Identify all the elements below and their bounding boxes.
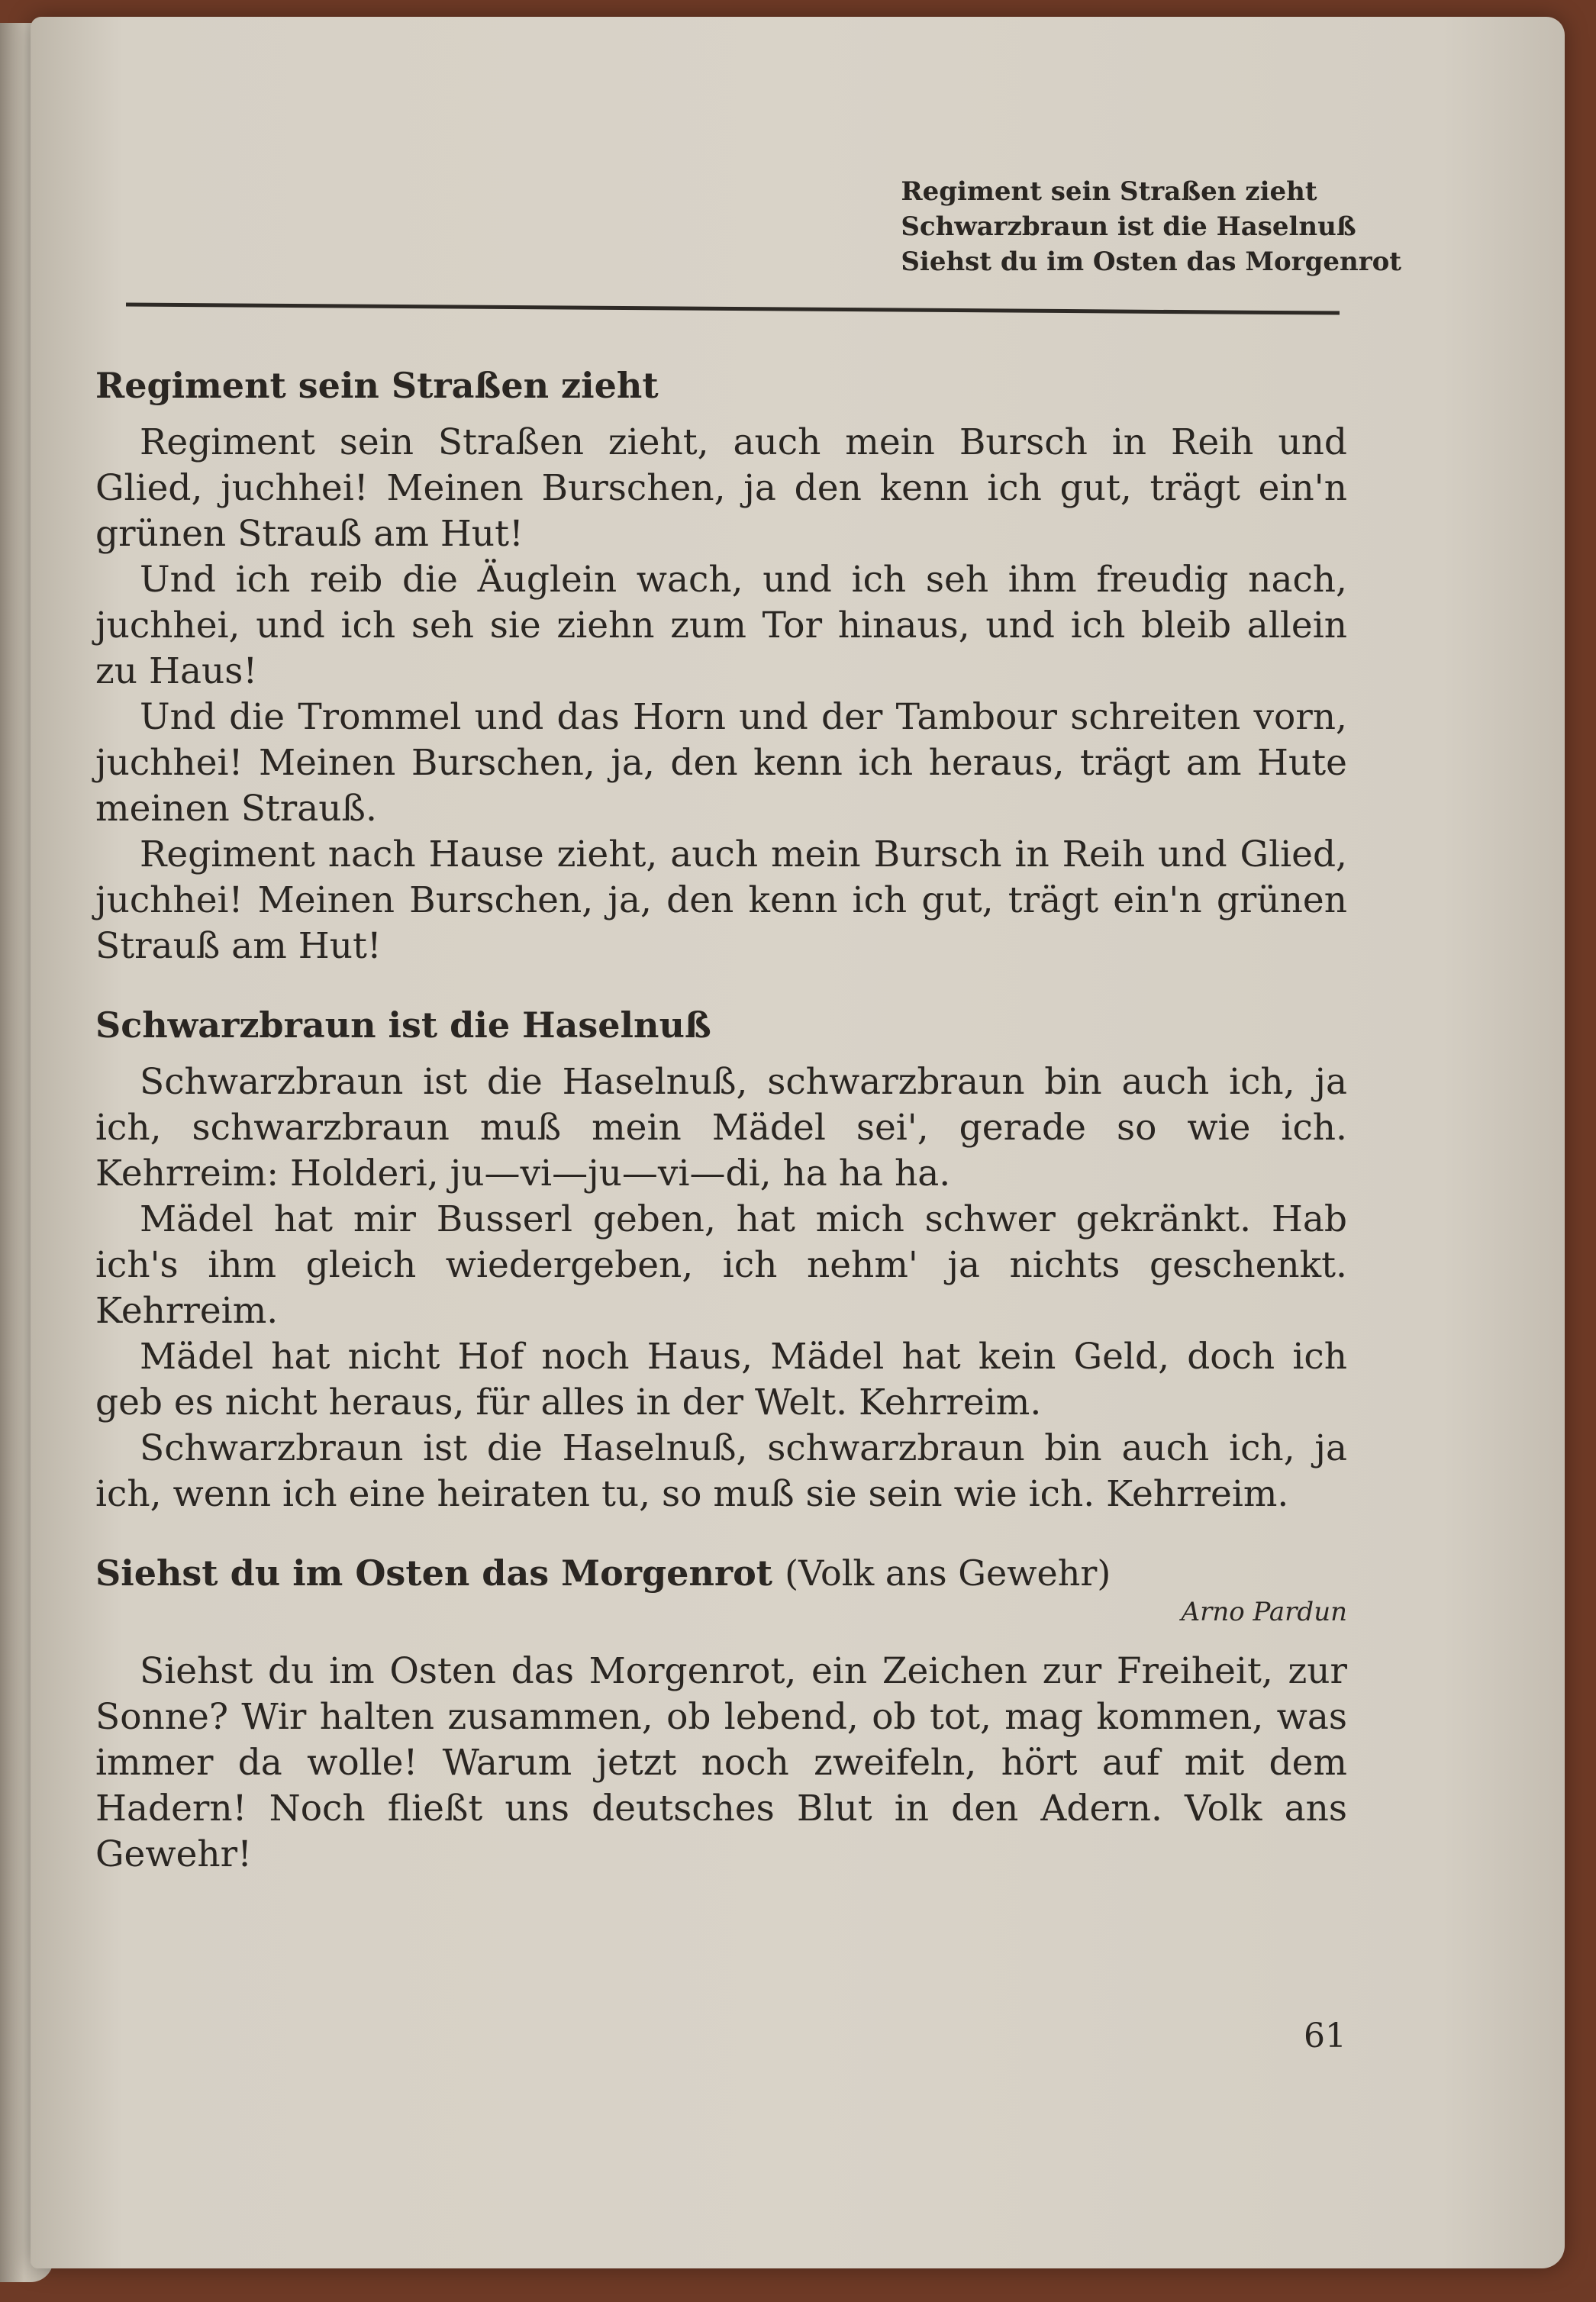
song-title: [95, 1004, 1347, 1046]
song-title: [95, 1552, 1347, 1594]
song: [95, 1552, 1347, 1878]
song-title-text: Schwarzbraun ist die Haselnuß: [95, 1004, 711, 1046]
verse: Und die Trommel und das Horn und der Tambour schreiten vorn, juchhei! Meinen Burschen, ja, den kenn ich heraus, trägt am Hute meinen Strauß.: [95, 696, 1347, 830]
verse: Schwarzbraun ist die Haselnuß, schwarzbraun bin auch ich, ja ich, wenn ich eine heiraten tu, so muß sie sein wie ich. Kehrreim.: [95, 1427, 1347, 1515]
verse: Siehst du im Osten das Morgenrot, ein Zeichen zur Freiheit, zur Sonne? Wir halten zusammen, ob lebend, ob tot, mag kommen, was immer da wolle! Warum jetzt noch zweifeln, hört auf mit dem Hadern! Noch fließt uns deutsches Blut in den Adern. Volk ans Gewehr!: [95, 1650, 1347, 1875]
song-title-text: Regiment sein Straßen zieht: [95, 365, 659, 406]
page-content: [95, 365, 1347, 1913]
verse: Regiment nach Hause zieht, auch mein Bursch in Reih und Glied, juchhei! Meinen Burschen, ja, den kenn ich gut, trägt ein'n grünen Strauß am Hut!: [95, 833, 1347, 967]
verse: Und ich reib die Äuglein wach, und ich seh ihm freudig nach, juchhei, und ich seh sie ziehn zum Tor hinaus, und ich bleib allein zu Haus!: [95, 559, 1347, 692]
verse: Mädel hat mir Busserl geben, hat mich schwer gekränkt. Hab ich's ihm gleich wiedergeben, ich nehm' ja nichts geschenkt. Kehrreim.: [95, 1198, 1347, 1332]
song: [95, 365, 1347, 969]
song-title: [95, 365, 1347, 406]
page-number: 61: [1304, 2017, 1346, 2055]
song-subtitle: (Volk ans Gewehr): [785, 1552, 1111, 1594]
verse: Schwarzbraun ist die Haselnuß, schwarzbraun bin auch ich, ja ich, schwarzbraun muß mein Mädel sei', gerade so wie ich. Kehrreim: Holderi, ju—vi—ju—vi—di, ha ha ha.: [95, 1061, 1347, 1195]
running-head: [901, 174, 1401, 279]
song-author: Arno Pardun: [1181, 1597, 1347, 1627]
verse: Regiment sein Straßen zieht, auch mein Bursch in Reih und Glied, juchhei! Meinen Burschen, ja den kenn ich gut, trägt ein'n grünen Strauß am Hut!: [95, 421, 1347, 555]
running-head-line: Regiment sein Straßen zieht: [901, 176, 1317, 207]
verse: Mädel hat nicht Hof noch Haus, Mädel hat kein Geld, doch ich geb es nicht heraus, für alles in der Welt. Kehrreim.: [95, 1336, 1347, 1423]
running-head-line: Siehst du im Osten das Morgenrot: [901, 247, 1401, 277]
running-head-line: Schwarzbraun ist die Haselnuß: [901, 211, 1356, 242]
song-title-text: Siehst du im Osten das Morgenrot: [95, 1552, 773, 1594]
song: [95, 1004, 1347, 1517]
